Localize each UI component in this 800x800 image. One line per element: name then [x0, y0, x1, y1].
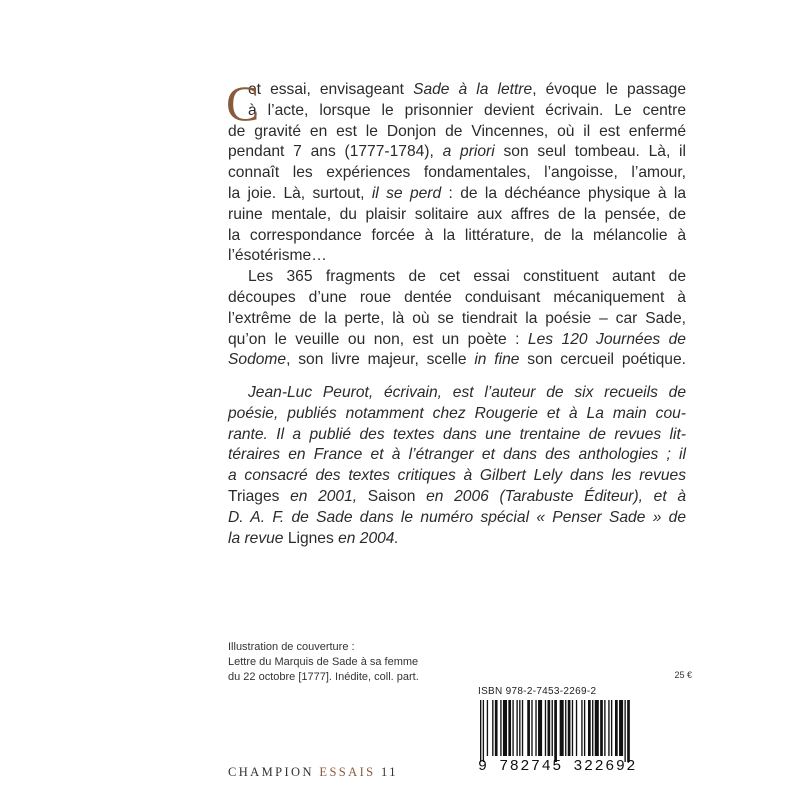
author-bio — [228, 383, 686, 549]
bio-line: téraires en France et à l’étranger et dans des anthologies ; il — [228, 446, 686, 464]
barcode-bar — [512, 700, 513, 756]
barcode-bar — [584, 700, 585, 756]
barcode-bar — [554, 700, 557, 762]
barcode-bar — [576, 700, 577, 756]
barcode-bar — [531, 700, 532, 756]
summary-line: qu’on le veuille ou non, est un poète : Les 120 Journées de — [228, 330, 686, 348]
bio-line: la revue Lignes en 2004. — [228, 529, 399, 547]
bio-line: poésie, publiés notamment chez Rougerie et à La main cou- — [228, 404, 686, 422]
barcode — [478, 700, 692, 762]
barcode-bar — [519, 700, 520, 756]
barcode-bar — [483, 700, 484, 762]
barcode-bar — [627, 700, 630, 762]
bio-line: Jean-Luc Peurot, écrivain, est l’auteur de six recueils de — [248, 384, 686, 401]
illustration-credits — [228, 640, 488, 685]
barcode-bar — [495, 700, 498, 756]
barcode-bar — [503, 700, 507, 756]
barcode-bar — [560, 700, 564, 756]
barcode-bar — [624, 700, 625, 762]
barcode-bar — [565, 700, 566, 756]
summary-line: pendant 7 ans (1777-1784), a priori son seul tombeau. Là, il — [228, 143, 686, 161]
barcode-bar — [572, 700, 573, 756]
barcode-bar — [522, 700, 523, 756]
bio-line: Triages en 2001, Saison en 2006 (Tarabuste Éditeur), et à — [228, 487, 686, 505]
bio-line: rante. Il a publié des textes dans une trentaine de revues lit- — [228, 425, 686, 443]
credits-line: Lettre du Marquis de Sade à sa femme — [228, 656, 419, 668]
barcode-bar — [600, 700, 603, 756]
barcode-bar — [552, 700, 553, 756]
barcode-bar — [508, 700, 511, 756]
bio-line: a consacré des textes critiques à Gilbert Lely dans les revues — [228, 467, 686, 485]
summary-line: de gravité en est le Donjon de Vincennes, où il est enfermé — [228, 122, 686, 140]
barcode-bar — [500, 700, 501, 756]
bio-line: D. A. F. de Sade dans le numéro spécial « Penser Sade » de — [228, 508, 686, 526]
barcode-bar — [516, 700, 517, 756]
barcode-bar — [615, 700, 618, 756]
barcode-bar — [545, 700, 546, 756]
barcode-bar — [588, 700, 591, 756]
barcode-bar — [608, 700, 609, 756]
summary-line: connaît les expériences fondamentales, l’angoisse, l’amour, — [228, 164, 686, 182]
barcode-digits: 9 782745 322692 — [478, 758, 638, 775]
isbn-label: ISBN 978-2-7453-2269-2 — [478, 686, 597, 697]
collection-number: 11 — [375, 765, 398, 779]
barcode-bar — [535, 700, 536, 756]
collection-series: ESSAIS — [319, 765, 376, 779]
barcode-bar — [492, 700, 493, 756]
summary-line: découpes d’une roue dentée conduisant mécaniquement à — [228, 288, 686, 306]
summary-line: ruine mentale, du plaisir solitaire aux affres de la pensée, de — [228, 205, 686, 223]
barcode-bar — [548, 700, 551, 756]
barcode-bar — [581, 700, 582, 756]
price-label: 25 € — [674, 670, 692, 680]
credits-line: du 22 octobre [1777]. Inédite, coll. part. — [228, 671, 419, 683]
summary-line: l’extrême de la perte, là où se tiendrait la poésie – car Sade, — [228, 309, 686, 327]
summary-line: à l’acte, lorsque le prisonnier devient écrivain. Le centre — [248, 101, 686, 119]
barcode-bar — [592, 700, 593, 756]
summary-line: l’ésotérisme… — [228, 247, 327, 265]
barcode-bar — [619, 700, 623, 756]
credits-line: Illustration de couverture : — [228, 641, 355, 653]
barcode-bar — [595, 700, 599, 756]
collection-publisher: CHAMPION — [228, 765, 320, 779]
summary-line: la joie. Là, surtout, il se perd : de la déchéance physique à la — [228, 184, 686, 202]
summary-line: Sodome, son livre majeur, scelle in fine son cercueil poétique. — [228, 351, 686, 369]
barcode-bar — [611, 700, 612, 756]
summary-line: et essai, envisageant Sade à la lettre, évoque le passage — [248, 81, 686, 98]
collection-label — [228, 765, 398, 780]
summary-line: la correspondance forcée à la littérature, de la mélancolie à — [228, 226, 686, 244]
barcode-bar — [568, 700, 571, 756]
barcode-bar — [538, 700, 542, 756]
drop-cap: C — [226, 75, 260, 131]
summary-text — [226, 75, 686, 371]
barcode-bar — [604, 700, 605, 756]
barcode-bar — [487, 700, 488, 756]
barcode-bar — [527, 700, 530, 756]
summary-line: Les 365 fragments de cet essai constituent autant de — [248, 268, 686, 286]
barcode-bar — [480, 700, 481, 762]
